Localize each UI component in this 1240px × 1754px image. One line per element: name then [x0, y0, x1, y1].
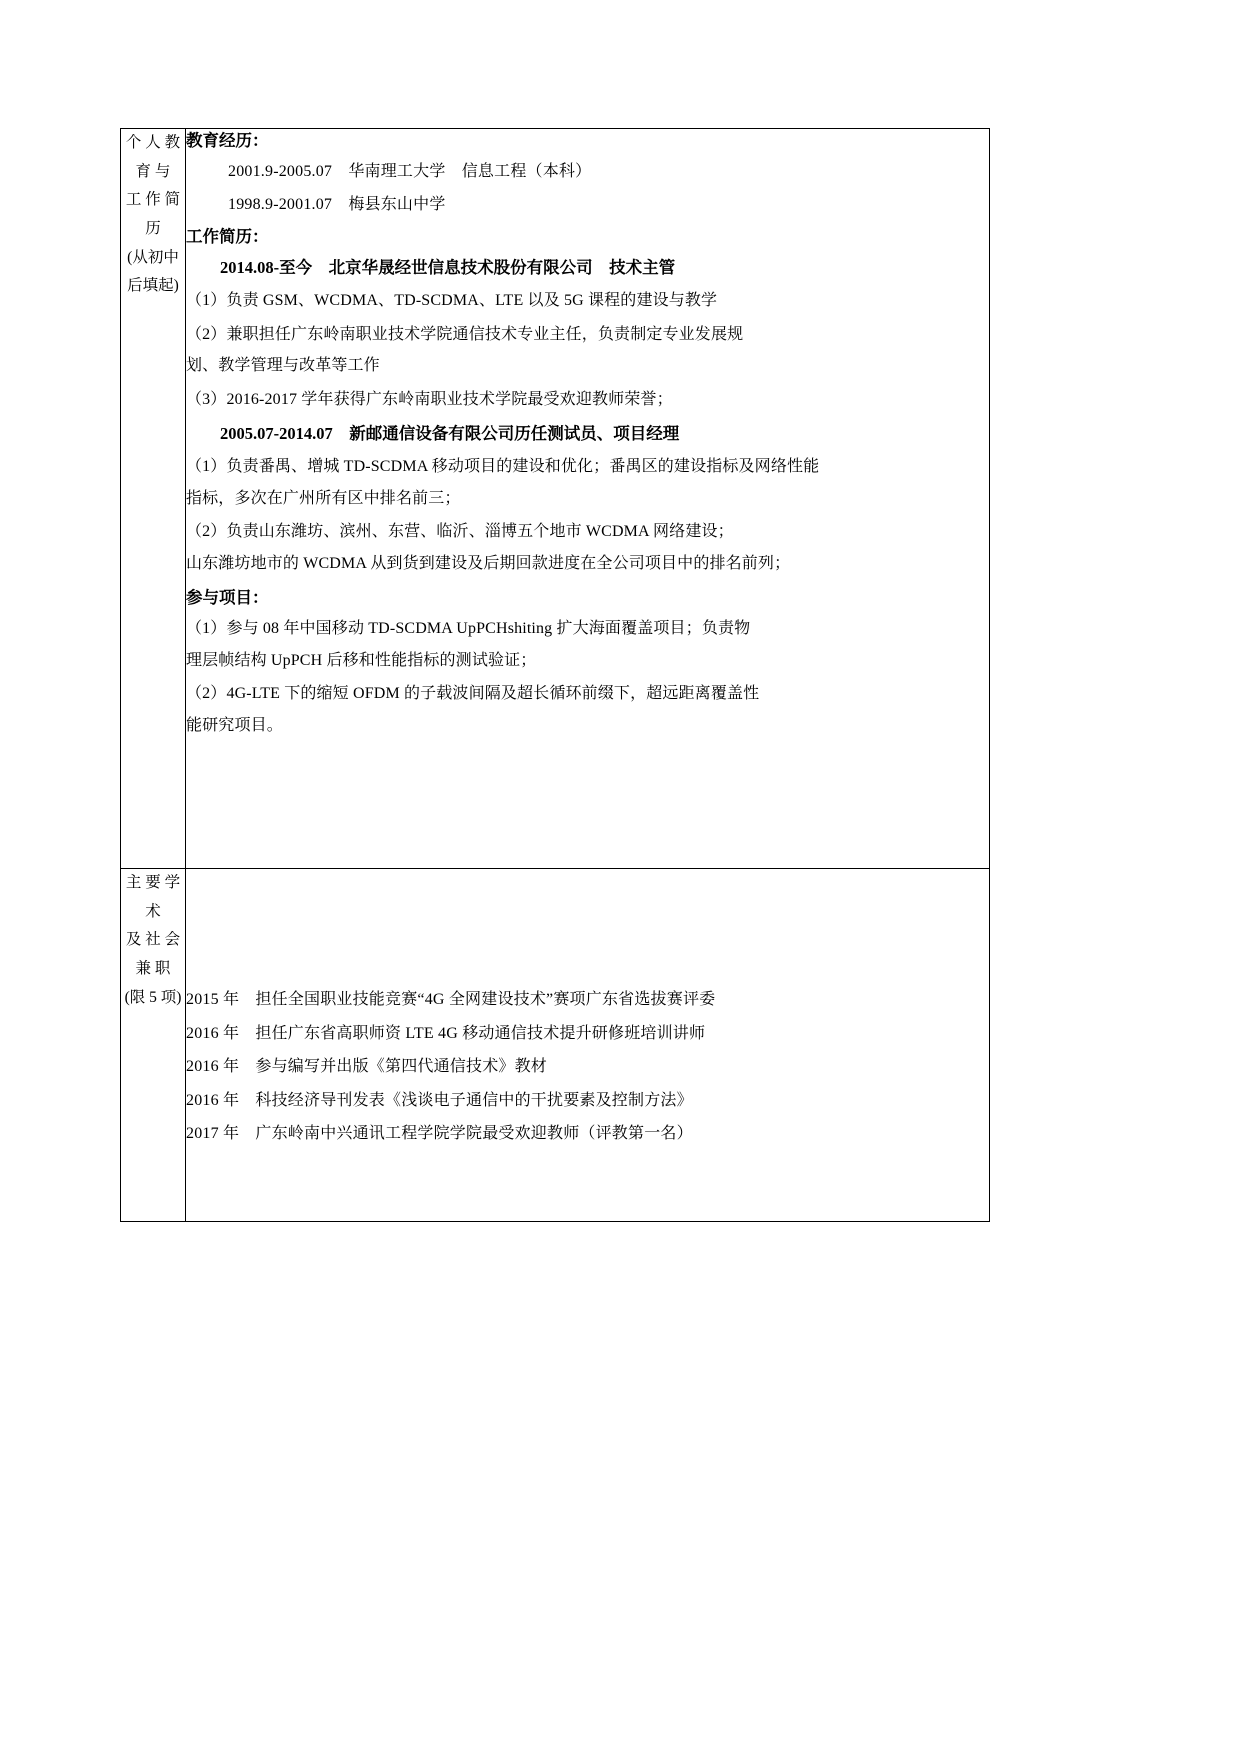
job-detail-line: （3）2016-2017 学年获得广东岭南职业技术学院最受欢迎教师荣誉； [186, 391, 673, 409]
job-detail-line: 划、教学管理与改革等工作 [186, 357, 380, 375]
job-detail-line: （1）负责番禺、增城 TD-SCDMA 移动项目的建设和优化；番禺区的建设指标及网络性能 [186, 457, 820, 475]
education-entry: 2001.9-2005.07 华南理工大学 信息工程（本科） [228, 162, 592, 180]
row-label-academic-positions [121, 868, 186, 1221]
work-history-heading: 工作简历： [186, 227, 269, 247]
cell-top-space [186, 869, 989, 923]
academic-positions-content [186, 868, 990, 1221]
label-line: 主 要 学 [125, 873, 181, 891]
list-item: 2015 年 担任全国职业技能竞赛“4G 全网建设技术”赛项广东省选拔赛评委 [186, 990, 716, 1008]
list-item: 2016 年 科技经济导刊发表《浅谈电子通信中的干扰要素及控制方法》 [186, 1091, 693, 1109]
label-line: 历 [145, 220, 161, 238]
education-heading: 教育经历： [186, 131, 269, 150]
row-label-personal-history [121, 129, 186, 869]
project-detail-line: 理层帧结构 UpPCH 后移和性能指标的测试验证； [186, 651, 537, 669]
list-item: 2016 年 参与编写并出版《第四代通信技术》教材 [186, 1058, 548, 1076]
job-detail-line: （2）负责山东潍坊、滨州、东营、临沂、淄博五个地市 WCDMA 网络建设； [186, 523, 734, 541]
project-detail-line: （2）4G-LTE 下的缩短 OFDM 的子载波间隔及超长循环前缀下，超远距离覆盖性 [186, 685, 760, 703]
education-entry: 1998.9-2001.07 梅县东山中学 [228, 195, 446, 213]
job-detail-line: （1）负责 GSM、WCDMA、TD-SCDMA、LTE 以及 5G 课程的建设与教学 [186, 291, 718, 309]
label-line: (从初中 [127, 248, 179, 266]
label-line: 兼 职 [135, 959, 171, 977]
job-entry-heading: 2005.07-2014.07 新邮通信设备有限公司历任测试员、项目经理 [220, 424, 680, 444]
cell-bottom-space [186, 748, 989, 868]
award-list [186, 923, 989, 1221]
personal-history-content [186, 129, 990, 869]
table-row [121, 129, 990, 869]
label-line: 及 社 会 [125, 931, 181, 949]
list-item: 2016 年 担任广东省高职师资 LTE 4G 移动通信技术提升研修班培训讲师 [186, 1024, 706, 1042]
project-detail-line: 能研究项目。 [186, 717, 283, 735]
list-item: 2017 年 广东岭南中兴通讯工程学院学院最受欢迎教师（评教第一名） [186, 1125, 693, 1143]
label-line: 个 人 教 [125, 134, 181, 151]
label-line: 后填起) [127, 277, 179, 295]
label-line: 术 [145, 902, 161, 920]
job-entry-heading: 2014.08-至今 北京华晟经世信息技术股份有限公司 技术主管 [220, 258, 676, 278]
job-detail-line: （2）兼职担任广东岭南职业技术学院通信技术专业主任，负责制定专业发展规 [186, 325, 744, 343]
job-detail-line: 指标，多次在广州所有区中排名前三； [186, 489, 461, 507]
projects-heading: 参与项目： [186, 587, 269, 607]
table-row [121, 868, 990, 1221]
job-detail-line: 山东潍坊地市的 WCDMA 从到货到建设及后期回款进度在全公司项目中的排名前列； [186, 555, 791, 573]
label-line: (限 5 项) [124, 988, 182, 1006]
project-detail-line: （1）参与 08 年中国移动 TD-SCDMA UpPCHshiting 扩大海面覆盖项目；负责物 [186, 619, 751, 637]
label-line: 工 作 简 [125, 191, 181, 209]
label-line: 育 与 [135, 162, 171, 180]
resume-table [120, 128, 990, 1222]
